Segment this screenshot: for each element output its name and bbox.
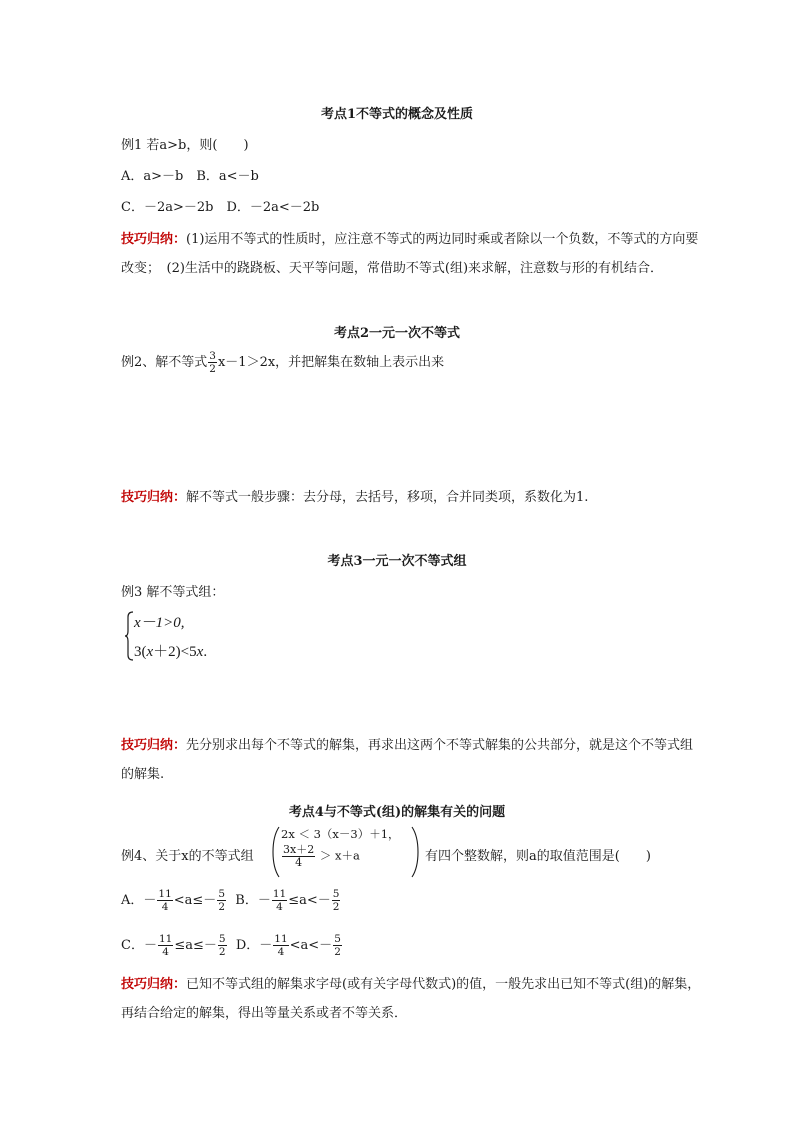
tip-label: 技巧归纳：	[121, 490, 187, 505]
example-1: 例1 若a>b，则( )	[121, 138, 249, 153]
tip-text: 解不等式一般步骤：去分母，去括号，移项，合并同类项，系数化为1.	[186, 490, 589, 505]
example-4-options-ab: A．－ $\frac{11}{4}$ <a≤－ $\frac{5}{2}$ B．－ $\frac{11}{4}$ ≤a<－ $\frac{5}{2}$	[121, 888, 340, 913]
example-4-options-cd: C．－ $\frac{11}{4}$ ≤a≤－ $\frac{5}{2}$ D．－ $\frac{11}{4}$ <a<－ $\frac{5}{2}$	[121, 933, 341, 958]
system-line-1: 2x ＜ 3（x－3）＋1，	[281, 827, 400, 841]
system-right-bracket	[411, 826, 419, 878]
section-3-title: 考点3一元一次不等式组	[327, 554, 467, 569]
tip-1	[121, 225, 701, 283]
example-1-options-ab: A．a>－b B．a<－b	[121, 169, 259, 184]
tip-text: (1)运用不等式的性质时，应注意不等式的两边同时乘或者除以一个负数，不等式的方向要改变； (2)生活中的跷跷板、天平等问题，常借助不等式(组)来求解，注意数与形的有机结合．	[121, 232, 699, 276]
example-1-options-cd: C．－2a>－2b D．－2a<－2b	[121, 200, 320, 215]
tip-text: 先分别求出每个不等式的解集，再求出这两个不等式解集的公共部分，就是这个不等式组的解集.	[121, 738, 694, 782]
example-4-prefix: 例4、关于x的不等式组	[121, 849, 254, 864]
tip-3	[121, 731, 701, 789]
tip-label: 技巧归纳：	[121, 232, 187, 247]
inequality-2: 3(x＋2)<5x.	[134, 644, 208, 660]
system-line-2: $\frac{3x+2}{4}$ ＞ x＋a	[283, 843, 360, 869]
tip-label: 技巧归纳：	[121, 738, 187, 753]
section-4-title: 考点4与不等式(组)的解集有关的问题	[288, 805, 506, 820]
tip-4	[121, 970, 701, 1028]
example-4-suffix: 有四个整数解，则a的取值范围是( )	[425, 849, 651, 864]
example-2: 例2、解不等式 $\frac{3}{2}$ x－1＞2x，并把解集在数轴上表示出来	[121, 350, 445, 375]
fraction: $\frac{3}{2}$	[209, 350, 216, 375]
inequality-1: x－1>0,	[134, 615, 185, 631]
example-3: 例3 解不等式组：	[121, 585, 225, 600]
tip-2	[121, 486, 588, 505]
tip-text: 已知不等式组的解集求字母(或有关字母代数式)的值，一般先求出已知不等式(组)的解集，再结合给定的解集，得出等量关系或者不等关系．	[121, 977, 701, 1021]
tip-label: 技巧归纳：	[121, 977, 187, 992]
section-1-title: 考点1不等式的概念及性质	[320, 107, 474, 122]
section-2-title: 考点2一元一次不等式	[333, 326, 461, 341]
system-left-bracket	[272, 826, 280, 878]
